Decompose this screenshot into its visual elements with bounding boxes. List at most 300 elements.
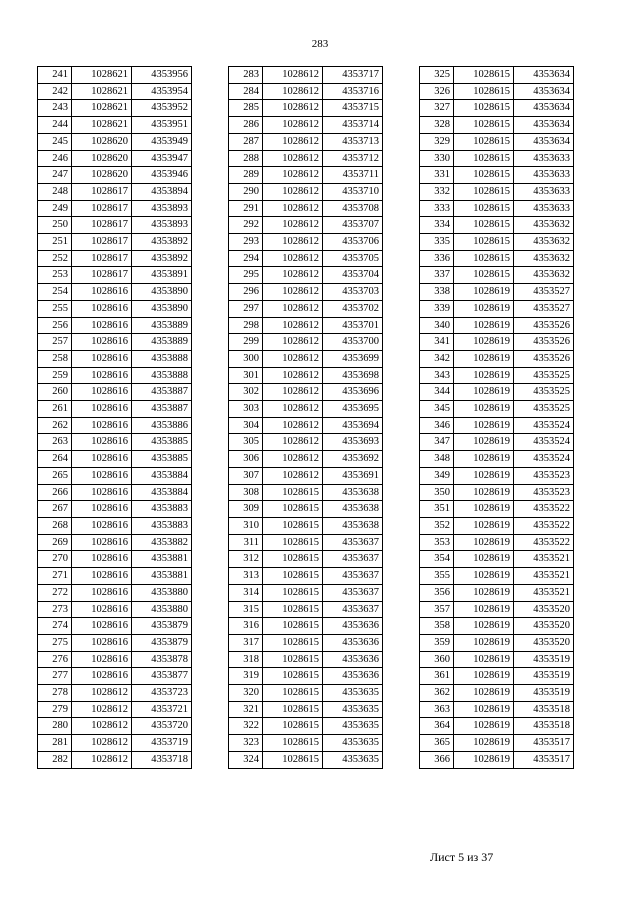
point-number-cell: 269: [38, 534, 72, 551]
point-number-cell: 334: [420, 217, 454, 234]
y-coordinate-cell: 4353526: [514, 317, 574, 334]
table-row: [420, 735, 574, 752]
x-coordinate-cell: 1028616: [72, 484, 132, 501]
y-coordinate-cell: 4353883: [132, 517, 192, 534]
x-coordinate-cell: 1028619: [454, 701, 514, 718]
point-number-cell: 292: [229, 217, 263, 234]
point-number-cell: 363: [420, 701, 454, 718]
table-row: [229, 534, 383, 551]
point-number-cell: 327: [420, 100, 454, 117]
point-number-cell: 331: [420, 167, 454, 184]
x-coordinate-cell: 1028619: [454, 534, 514, 551]
point-number-cell: 277: [38, 668, 72, 685]
x-coordinate-cell: 1028616: [72, 534, 132, 551]
y-coordinate-cell: 4353526: [514, 334, 574, 351]
x-coordinate-cell: 1028619: [454, 350, 514, 367]
y-coordinate-cell: 4353633: [514, 150, 574, 167]
point-number-cell: 272: [38, 584, 72, 601]
x-coordinate-cell: 1028612: [263, 217, 323, 234]
point-number-cell: 328: [420, 117, 454, 134]
table-row: [38, 300, 192, 317]
point-number-cell: 335: [420, 234, 454, 251]
point-number-cell: 361: [420, 668, 454, 685]
table-row: [38, 83, 192, 100]
table-row: [38, 183, 192, 200]
y-coordinate-cell: 4353701: [323, 317, 383, 334]
y-coordinate-cell: 4353713: [323, 133, 383, 150]
point-number-cell: 325: [420, 67, 454, 84]
y-coordinate-cell: 4353524: [514, 451, 574, 468]
y-coordinate-cell: 4353702: [323, 300, 383, 317]
table-row: [229, 334, 383, 351]
y-coordinate-cell: 4353695: [323, 401, 383, 418]
x-coordinate-cell: 1028615: [454, 167, 514, 184]
x-coordinate-cell: 1028619: [454, 517, 514, 534]
x-coordinate-cell: 1028615: [263, 568, 323, 585]
y-coordinate-cell: 4353637: [323, 551, 383, 568]
x-coordinate-cell: 1028619: [454, 401, 514, 418]
point-number-cell: 323: [229, 735, 263, 752]
y-coordinate-cell: 4353635: [323, 735, 383, 752]
x-coordinate-cell: 1028612: [263, 451, 323, 468]
point-number-cell: 267: [38, 501, 72, 518]
y-coordinate-cell: 4353704: [323, 267, 383, 284]
table-row: [38, 284, 192, 301]
y-coordinate-cell: 4353892: [132, 234, 192, 251]
point-number-cell: 314: [229, 584, 263, 601]
y-coordinate-cell: 4353885: [132, 434, 192, 451]
table-row: [420, 300, 574, 317]
x-coordinate-cell: 1028619: [454, 317, 514, 334]
table-row: [38, 334, 192, 351]
point-number-cell: 364: [420, 718, 454, 735]
x-coordinate-cell: 1028615: [454, 267, 514, 284]
x-coordinate-cell: 1028616: [72, 284, 132, 301]
table-row: [38, 618, 192, 635]
table-row: [38, 584, 192, 601]
table-row: [38, 501, 192, 518]
table-row: [420, 534, 574, 551]
table-row: [420, 568, 574, 585]
y-coordinate-cell: 4353882: [132, 534, 192, 551]
x-coordinate-cell: 1028612: [263, 133, 323, 150]
y-coordinate-cell: 4353883: [132, 501, 192, 518]
table-row: [38, 718, 192, 735]
point-number-cell: 316: [229, 618, 263, 635]
point-number-cell: 313: [229, 568, 263, 585]
point-number-cell: 320: [229, 685, 263, 702]
y-coordinate-cell: 4353893: [132, 217, 192, 234]
table-row: [229, 117, 383, 134]
x-coordinate-cell: 1028612: [72, 735, 132, 752]
coordinates-table-1: [37, 66, 192, 769]
point-number-cell: 351: [420, 501, 454, 518]
x-coordinate-cell: 1028615: [454, 183, 514, 200]
point-number-cell: 306: [229, 451, 263, 468]
point-number-cell: 329: [420, 133, 454, 150]
point-number-cell: 302: [229, 384, 263, 401]
table-row: [38, 601, 192, 618]
table-row: [38, 234, 192, 251]
y-coordinate-cell: 4353692: [323, 451, 383, 468]
table-row: [420, 517, 574, 534]
x-coordinate-cell: 1028616: [72, 334, 132, 351]
x-coordinate-cell: 1028617: [72, 183, 132, 200]
x-coordinate-cell: 1028615: [263, 735, 323, 752]
table-row: [229, 718, 383, 735]
point-number-cell: 318: [229, 651, 263, 668]
y-coordinate-cell: 4353637: [323, 601, 383, 618]
y-coordinate-cell: 4353526: [514, 350, 574, 367]
point-number-cell: 358: [420, 618, 454, 635]
y-coordinate-cell: 4353521: [514, 568, 574, 585]
point-number-cell: 333: [420, 200, 454, 217]
x-coordinate-cell: 1028621: [72, 117, 132, 134]
y-coordinate-cell: 4353884: [132, 484, 192, 501]
point-number-cell: 354: [420, 551, 454, 568]
x-coordinate-cell: 1028619: [454, 384, 514, 401]
x-coordinate-cell: 1028615: [263, 501, 323, 518]
point-number-cell: 265: [38, 467, 72, 484]
y-coordinate-cell: 4353518: [514, 701, 574, 718]
y-coordinate-cell: 4353635: [323, 685, 383, 702]
table-row: [38, 534, 192, 551]
x-coordinate-cell: 1028619: [454, 417, 514, 434]
table-row: [38, 100, 192, 117]
point-number-cell: 247: [38, 167, 72, 184]
point-number-cell: 246: [38, 150, 72, 167]
y-coordinate-cell: 4353519: [514, 668, 574, 685]
y-coordinate-cell: 4353519: [514, 651, 574, 668]
table-row: [38, 117, 192, 134]
coordinates-table-2: [228, 66, 383, 769]
table-row: [420, 584, 574, 601]
table-row: [38, 484, 192, 501]
x-coordinate-cell: 1028612: [263, 183, 323, 200]
y-coordinate-cell: 4353524: [514, 417, 574, 434]
y-coordinate-cell: 4353638: [323, 517, 383, 534]
y-coordinate-cell: 4353894: [132, 183, 192, 200]
y-coordinate-cell: 4353887: [132, 384, 192, 401]
table-row: [420, 685, 574, 702]
table-row: [420, 401, 574, 418]
table-row: [420, 601, 574, 618]
table-row: [420, 718, 574, 735]
y-coordinate-cell: 4353893: [132, 200, 192, 217]
x-coordinate-cell: 1028617: [72, 250, 132, 267]
table-row: [420, 434, 574, 451]
table-row: [229, 701, 383, 718]
y-coordinate-cell: 4353520: [514, 601, 574, 618]
y-coordinate-cell: 4353720: [132, 718, 192, 735]
y-coordinate-cell: 4353877: [132, 668, 192, 685]
table-row: [420, 551, 574, 568]
point-number-cell: 264: [38, 451, 72, 468]
point-number-cell: 242: [38, 83, 72, 100]
table-row: [229, 217, 383, 234]
table-row: [229, 133, 383, 150]
table-row: [229, 735, 383, 752]
x-coordinate-cell: 1028615: [263, 668, 323, 685]
x-coordinate-cell: 1028615: [263, 484, 323, 501]
y-coordinate-cell: 4353525: [514, 401, 574, 418]
point-number-cell: 299: [229, 334, 263, 351]
x-coordinate-cell: 1028615: [263, 718, 323, 735]
y-coordinate-cell: 4353699: [323, 350, 383, 367]
point-number-cell: 290: [229, 183, 263, 200]
y-coordinate-cell: 4353888: [132, 350, 192, 367]
point-number-cell: 349: [420, 467, 454, 484]
table-row: [420, 618, 574, 635]
table-row: [420, 250, 574, 267]
table-row: [420, 467, 574, 484]
y-coordinate-cell: 4353638: [323, 484, 383, 501]
table-row: [229, 401, 383, 418]
table-row: [420, 651, 574, 668]
x-coordinate-cell: 1028612: [72, 718, 132, 735]
y-coordinate-cell: 4353698: [323, 367, 383, 384]
table-row: [229, 634, 383, 651]
y-coordinate-cell: 4353718: [132, 751, 192, 768]
point-number-cell: 330: [420, 150, 454, 167]
y-coordinate-cell: 4353520: [514, 618, 574, 635]
y-coordinate-cell: 4353889: [132, 317, 192, 334]
x-coordinate-cell: 1028615: [263, 517, 323, 534]
point-number-cell: 266: [38, 484, 72, 501]
table-row: [229, 551, 383, 568]
y-coordinate-cell: 4353636: [323, 651, 383, 668]
point-number-cell: 287: [229, 133, 263, 150]
point-number-cell: 293: [229, 234, 263, 251]
point-number-cell: 311: [229, 534, 263, 551]
table-row: [38, 200, 192, 217]
y-coordinate-cell: 4353523: [514, 467, 574, 484]
y-coordinate-cell: 4353634: [514, 117, 574, 134]
x-coordinate-cell: 1028612: [263, 117, 323, 134]
point-number-cell: 296: [229, 284, 263, 301]
table-row: [229, 668, 383, 685]
point-number-cell: 291: [229, 200, 263, 217]
table-row: [229, 685, 383, 702]
table-row: [229, 267, 383, 284]
table-row: [38, 685, 192, 702]
y-coordinate-cell: 4353951: [132, 117, 192, 134]
x-coordinate-cell: 1028615: [263, 634, 323, 651]
x-coordinate-cell: 1028619: [454, 484, 514, 501]
table-row: [229, 150, 383, 167]
x-coordinate-cell: 1028619: [454, 334, 514, 351]
point-number-cell: 315: [229, 601, 263, 618]
y-coordinate-cell: 4353885: [132, 451, 192, 468]
y-coordinate-cell: 4353517: [514, 751, 574, 768]
y-coordinate-cell: 4353881: [132, 551, 192, 568]
x-coordinate-cell: 1028619: [454, 751, 514, 768]
sheet-counter: Лист 5 из 37: [430, 850, 494, 864]
point-number-cell: 262: [38, 417, 72, 434]
table-row: [38, 384, 192, 401]
y-coordinate-cell: 4353889: [132, 334, 192, 351]
y-coordinate-cell: 4353632: [514, 217, 574, 234]
y-coordinate-cell: 4353708: [323, 200, 383, 217]
x-coordinate-cell: 1028619: [454, 451, 514, 468]
point-number-cell: 312: [229, 551, 263, 568]
table-row: [420, 334, 574, 351]
point-number-cell: 257: [38, 334, 72, 351]
point-number-cell: 350: [420, 484, 454, 501]
y-coordinate-cell: 4353525: [514, 367, 574, 384]
point-number-cell: 280: [38, 718, 72, 735]
table-row: [229, 183, 383, 200]
x-coordinate-cell: 1028612: [263, 467, 323, 484]
table-row: [420, 350, 574, 367]
point-number-cell: 297: [229, 300, 263, 317]
table-row: [38, 267, 192, 284]
x-coordinate-cell: 1028619: [454, 685, 514, 702]
point-number-cell: 309: [229, 501, 263, 518]
table-row: [229, 83, 383, 100]
x-coordinate-cell: 1028615: [263, 534, 323, 551]
y-coordinate-cell: 4353891: [132, 267, 192, 284]
point-number-cell: 248: [38, 183, 72, 200]
table-row: [420, 234, 574, 251]
x-coordinate-cell: 1028612: [263, 300, 323, 317]
x-coordinate-cell: 1028612: [263, 67, 323, 84]
y-coordinate-cell: 4353952: [132, 100, 192, 117]
table-row: [38, 367, 192, 384]
y-coordinate-cell: 4353517: [514, 735, 574, 752]
y-coordinate-cell: 4353693: [323, 434, 383, 451]
point-number-cell: 340: [420, 317, 454, 334]
point-number-cell: 346: [420, 417, 454, 434]
table-row: [420, 384, 574, 401]
x-coordinate-cell: 1028616: [72, 601, 132, 618]
y-coordinate-cell: 4353946: [132, 167, 192, 184]
table-row: [420, 200, 574, 217]
table-row: [229, 568, 383, 585]
x-coordinate-cell: 1028616: [72, 517, 132, 534]
point-number-cell: 255: [38, 300, 72, 317]
page-number: 283: [311, 38, 329, 50]
point-number-cell: 249: [38, 200, 72, 217]
y-coordinate-cell: 4353527: [514, 284, 574, 301]
table-row: [229, 317, 383, 334]
table-row: [229, 467, 383, 484]
y-coordinate-cell: 4353881: [132, 568, 192, 585]
x-coordinate-cell: 1028619: [454, 300, 514, 317]
point-number-cell: 366: [420, 751, 454, 768]
x-coordinate-cell: 1028615: [263, 685, 323, 702]
point-number-cell: 286: [229, 117, 263, 134]
point-number-cell: 332: [420, 183, 454, 200]
y-coordinate-cell: 4353524: [514, 434, 574, 451]
x-coordinate-cell: 1028615: [454, 117, 514, 134]
point-number-cell: 356: [420, 584, 454, 601]
y-coordinate-cell: 4353632: [514, 250, 574, 267]
x-coordinate-cell: 1028615: [263, 584, 323, 601]
table-row: [229, 300, 383, 317]
y-coordinate-cell: 4353879: [132, 634, 192, 651]
table-row: [38, 434, 192, 451]
x-coordinate-cell: 1028621: [72, 100, 132, 117]
x-coordinate-cell: 1028619: [454, 718, 514, 735]
y-coordinate-cell: 4353518: [514, 718, 574, 735]
x-coordinate-cell: 1028617: [72, 267, 132, 284]
x-coordinate-cell: 1028619: [454, 584, 514, 601]
y-coordinate-cell: 4353637: [323, 584, 383, 601]
table-row: [420, 217, 574, 234]
table-row: [38, 551, 192, 568]
point-number-cell: 338: [420, 284, 454, 301]
point-number-cell: 256: [38, 317, 72, 334]
x-coordinate-cell: 1028619: [454, 735, 514, 752]
point-number-cell: 288: [229, 150, 263, 167]
point-number-cell: 243: [38, 100, 72, 117]
x-coordinate-cell: 1028615: [263, 618, 323, 635]
point-number-cell: 359: [420, 634, 454, 651]
y-coordinate-cell: 4353633: [514, 200, 574, 217]
x-coordinate-cell: 1028612: [263, 350, 323, 367]
x-coordinate-cell: 1028616: [72, 651, 132, 668]
point-number-cell: 319: [229, 668, 263, 685]
point-number-cell: 279: [38, 701, 72, 718]
table-row: [229, 234, 383, 251]
y-coordinate-cell: 4353519: [514, 685, 574, 702]
x-coordinate-cell: 1028620: [72, 167, 132, 184]
point-number-cell: 259: [38, 367, 72, 384]
table-row: [38, 701, 192, 718]
y-coordinate-cell: 4353717: [323, 67, 383, 84]
y-coordinate-cell: 4353633: [514, 183, 574, 200]
point-number-cell: 273: [38, 601, 72, 618]
table-row: [38, 167, 192, 184]
x-coordinate-cell: 1028612: [72, 751, 132, 768]
table-row: [420, 634, 574, 651]
table-row: [229, 501, 383, 518]
point-number-cell: 342: [420, 350, 454, 367]
y-coordinate-cell: 4353694: [323, 417, 383, 434]
x-coordinate-cell: 1028612: [263, 150, 323, 167]
y-coordinate-cell: 4353635: [323, 718, 383, 735]
table-row: [38, 250, 192, 267]
x-coordinate-cell: 1028616: [72, 584, 132, 601]
y-coordinate-cell: 4353714: [323, 117, 383, 134]
point-number-cell: 295: [229, 267, 263, 284]
y-coordinate-cell: 4353887: [132, 401, 192, 418]
table-row: [229, 167, 383, 184]
coordinates-table-3: [419, 66, 574, 769]
point-number-cell: 365: [420, 735, 454, 752]
x-coordinate-cell: 1028619: [454, 634, 514, 651]
table-row: [38, 751, 192, 768]
x-coordinate-cell: 1028615: [454, 150, 514, 167]
table-row: [38, 317, 192, 334]
x-coordinate-cell: 1028616: [72, 384, 132, 401]
point-number-cell: 254: [38, 284, 72, 301]
table-row: [229, 451, 383, 468]
table-row: [420, 83, 574, 100]
y-coordinate-cell: 4353886: [132, 417, 192, 434]
point-number-cell: 310: [229, 517, 263, 534]
point-number-cell: 261: [38, 401, 72, 418]
y-coordinate-cell: 4353522: [514, 534, 574, 551]
table-row: [420, 701, 574, 718]
point-number-cell: 271: [38, 568, 72, 585]
x-coordinate-cell: 1028615: [454, 67, 514, 84]
y-coordinate-cell: 4353522: [514, 501, 574, 518]
x-coordinate-cell: 1028619: [454, 284, 514, 301]
point-number-cell: 355: [420, 568, 454, 585]
point-number-cell: 251: [38, 234, 72, 251]
